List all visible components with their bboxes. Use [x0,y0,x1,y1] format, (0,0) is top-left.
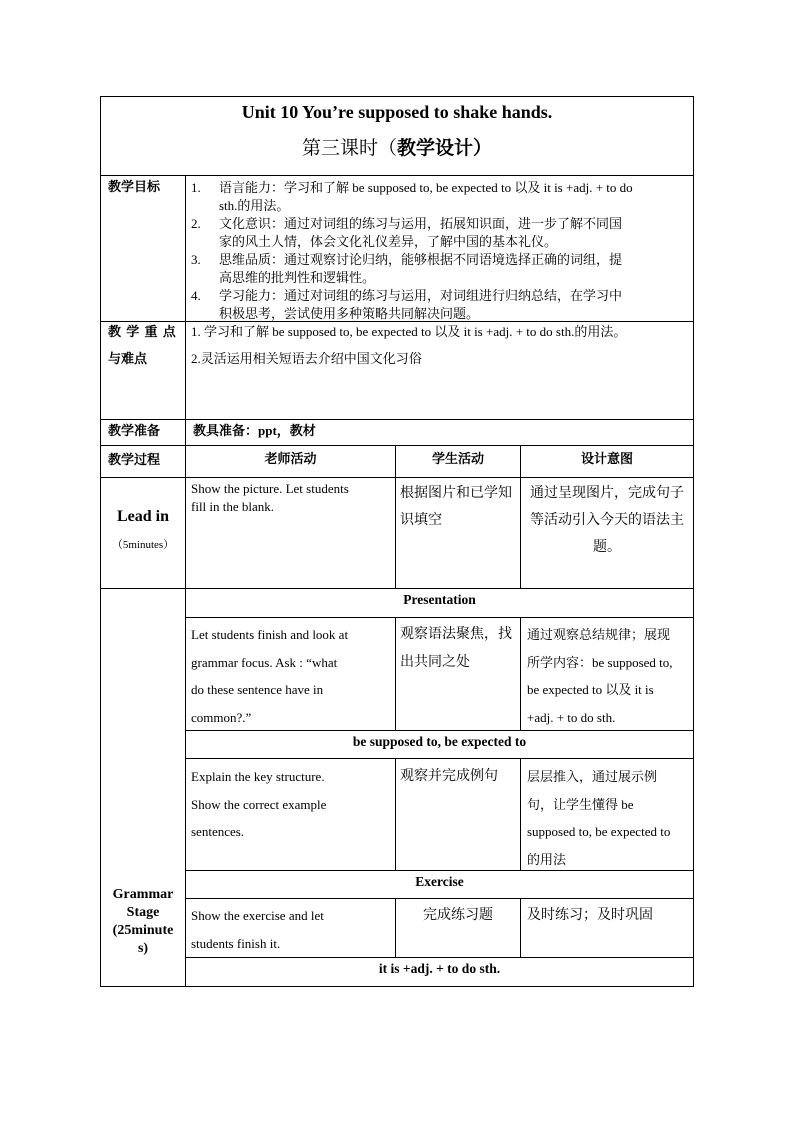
text-line: 及时练习；及时巩固 [527,908,653,923]
text-line: Stage [126,905,160,920]
presentation-student-activity [400,621,518,676]
text-line: Show the picture. Let students [191,481,349,496]
be-supposed-design-intent [527,763,693,873]
text-line: grammar focus. Ask : “what [191,654,338,670]
text-line: 题。 [593,540,621,555]
text-line: fill in the blank. [191,499,275,514]
text-line: 通过观察总结规律；展现 [527,627,671,642]
objective-line: 文化意识：通过对词组的练习与运用，拓展知识面，进一步了解不同国 [219,216,623,231]
text-line: 句，让学生懂得 be [527,796,634,812]
text-line: 识填空 [400,513,442,528]
col-divider [520,618,521,730]
objective-number: 2. [191,216,201,231]
text-line: 观察并完成例句 [400,769,498,784]
text-line: supposed to, be expected to [527,824,671,839]
row-divider [101,419,693,420]
objective-line: 思维品质：通过观察讨论归纳，能够根据不同语境选择正确的词组，提 [219,252,623,267]
objective-number: 1. [191,180,201,195]
process-label: 教学过程 [108,452,161,467]
col-divider [520,759,521,870]
lead-in-stage: Lead in [116,508,169,525]
section-heading-be-supposed-to: be supposed to, be expected to [352,734,527,749]
grammar-stage-label [101,886,185,958]
row-divider [101,477,693,478]
text-line: sentences. [191,824,245,839]
text-line: do these sentence have in [191,682,324,697]
row-divider [185,617,693,618]
subtitle-part-b: 教学设计） [397,138,493,159]
text-line: 通过呈现图片，完成句子 [530,486,684,501]
header-design-intent: 设计意图 [580,451,633,466]
objective-number: 4. [191,288,201,303]
header-teacher-activity: 老师活动 [264,451,317,466]
unit-title: Unit 10 You’re supposed to shake hands. [241,102,553,122]
objective-number: 3. [191,252,201,267]
text-line: 根据图片和已学知 [400,486,512,501]
col-divider [520,899,521,957]
key-points-label-line1: 教 学 重 点 [108,324,177,339]
objectives-label: 教学目标 [108,179,161,194]
objective-line: sth.的用法。 [219,197,290,213]
text-line: common?.” [191,709,252,725]
key-point-item: 2.灵活运用相关短语去介绍中国文化习俗 [191,351,422,366]
row-divider [185,957,693,958]
text-line: s) [137,941,149,956]
text-line: +adj. + to do sth. [527,709,616,725]
be-supposed-student-activity [400,763,518,791]
objective-line: 高思维的批判性和逻辑性。 [219,269,376,285]
objective-item [191,251,667,286]
section-heading-presentation: Presentation [403,592,476,607]
exercise-student-activity [396,902,520,930]
exercise-teacher-activity [191,902,391,957]
text-line: 的用法 [527,851,567,867]
text-line: Show the exercise and let [191,908,324,923]
text-line: 观察语法聚焦，找 [400,627,512,642]
row-divider [101,445,693,446]
lead-in-duration: （5minutes） [111,539,175,551]
section-heading-it-is-adj: it is +adj. + to do sth. [378,961,501,976]
col-divider [395,759,396,870]
text-line: 所学内容：be supposed to, [527,654,673,670]
objective-item [191,287,667,322]
text-line: 层层推入，通过展示例 [527,769,658,784]
text-line: Grammar [112,887,174,902]
subtitle-part-a: 第三课时（ [301,138,397,159]
row-divider [101,588,693,589]
objective-line: 学习能力：通过对词组的练习与运用，对词组进行归纳总结，在学习中 [219,288,623,303]
objective-item [191,215,667,250]
preparation-value: 教具准备：ppt，教材 [193,423,316,438]
header-student-activity: 学生活动 [431,451,484,466]
key-point-item: 1. 学习和了解 be supposed to, be expected to 以及 it is +adj. + to do sth.的用法。 [191,324,627,339]
objective-line: 家的风土人情，体会文化礼仪差异，了解中国的基本礼仪。 [219,233,558,249]
text-line: 等活动引入今天的语法主 [530,513,684,528]
col-divider [395,618,396,730]
lead-in-student-activity [400,480,518,534]
preparation-label: 教学准备 [108,423,161,438]
section-heading-exercise: Exercise [415,874,464,889]
objective-line: 语言能力：学习和了解 be supposed to, be expected to 以及 it is +adj. + to do [219,180,633,195]
row-divider [101,175,693,176]
lesson-subtitle [101,137,693,161]
presentation-design-intent [527,621,693,731]
text-line: be expected to 以及 it is [527,682,654,697]
lead-in-design-intent [521,480,693,561]
key-points-label-line2: 与难点 [108,351,148,366]
row-divider [185,898,693,899]
text-line: 完成练习题 [423,908,493,923]
col-divider [185,176,186,986]
text-line: 出共同之处 [400,654,470,670]
text-line: students finish it. [191,935,281,951]
text-line: Explain the key structure. [191,769,325,784]
text-line: Let students finish and look at [191,627,349,642]
row-divider [185,758,693,759]
be-supposed-teacher-activity [191,763,391,846]
text-line: Show the correct example [191,796,327,812]
objective-line: 积极思考，尝试使用多种策略共同解决问题。 [219,305,480,321]
objective-item [191,179,667,214]
presentation-teacher-activity [191,621,391,731]
lead-in-teacher-activity [191,480,391,516]
exercise-design-intent [527,902,693,930]
text-line: (25minute [112,923,174,938]
